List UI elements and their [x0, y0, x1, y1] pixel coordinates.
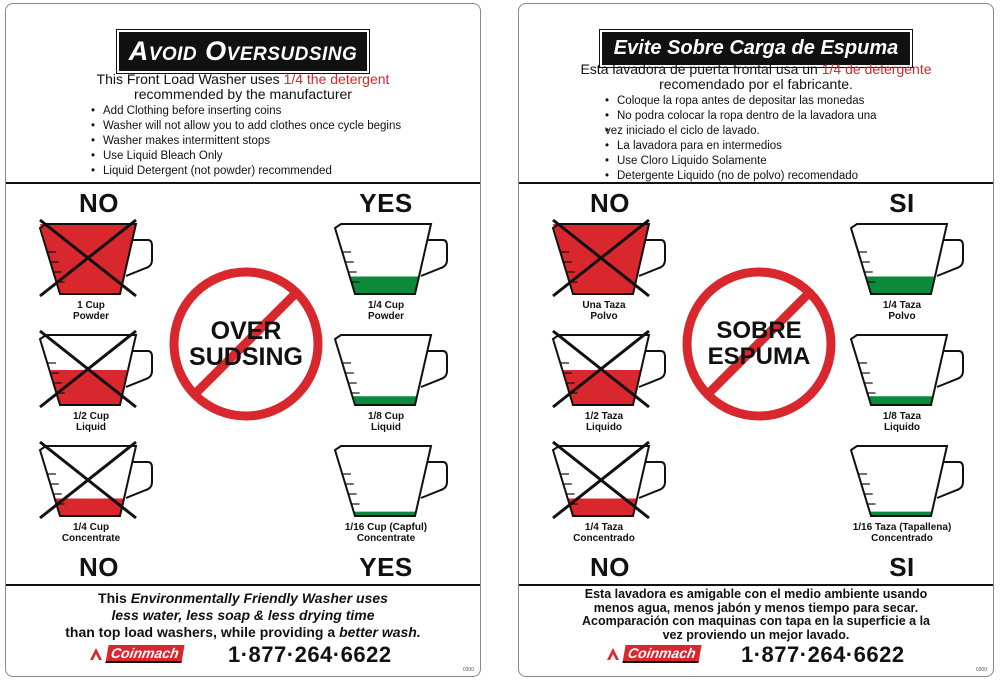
cup-caption: 1 Cup Powder	[72, 300, 110, 322]
cup-handle	[421, 462, 447, 498]
cup-outline	[335, 446, 431, 516]
detergent-fill	[869, 396, 934, 405]
intro-text	[539, 62, 973, 92]
brand-logo	[88, 645, 183, 663]
yes-heading-bottom: YES	[359, 552, 413, 582]
cup-caption: 1/2 Cup Liquid	[72, 411, 110, 433]
instruction-list	[605, 94, 877, 184]
divider	[6, 584, 480, 586]
cup-handle	[126, 351, 152, 387]
brand-name: Coinmach	[105, 645, 184, 663]
cup-caption: 1/16 Taza (Tapallena) Concentrado	[852, 522, 952, 544]
no-cup	[36, 440, 166, 545]
no-cup	[36, 329, 166, 434]
yes-heading-bottom: SI	[889, 552, 915, 582]
sign-code: 0300	[462, 667, 474, 673]
cup-handle	[937, 240, 963, 276]
cup-caption: 1/8 Taza Liquido	[882, 411, 922, 433]
intro-post: recomendado por el fabricante.	[659, 76, 853, 92]
cup-handle	[937, 351, 963, 387]
cup-caption: 1/16 Cup (Capful) Concentrate	[344, 522, 428, 544]
measuring-cup-icon	[36, 329, 166, 409]
yes-cup	[331, 440, 461, 545]
cup-handle	[937, 462, 963, 498]
sign-title: Avoid Oversudsing	[119, 32, 368, 71]
cup-caption: Una Taza Polvo	[582, 300, 626, 322]
cup-outline	[851, 446, 947, 516]
phone-number: 1·877·264·6622	[741, 642, 905, 667]
measuring-cup-icon	[549, 218, 679, 298]
measuring-cup-icon	[36, 218, 166, 298]
detergent-fill	[350, 277, 419, 295]
intro-post: recommended by the manufacturer	[134, 86, 352, 102]
cup-caption: 1/4 Taza Polvo	[882, 300, 922, 322]
measuring-cup-icon	[331, 329, 461, 409]
sign-text: SOBRE ESPUMA	[707, 317, 811, 370]
list-item: • Washer makes intermittent stops	[91, 134, 401, 149]
yes-heading-top: YES	[359, 188, 413, 218]
english-sign-panel	[5, 3, 481, 677]
intro-highlight: 1/4 de detergente	[821, 61, 932, 77]
measuring-cup-icon	[847, 440, 977, 520]
detergent-fill	[563, 370, 641, 405]
intro-pre: This Front Load Washer uses	[96, 71, 284, 87]
instruction-list	[91, 104, 401, 179]
sign-text: OVER SUDSING	[189, 317, 303, 371]
list-item: • Coloque la ropa antes de depositar las monedas	[605, 94, 877, 109]
intro-pre: Esta lavadora de puerta frontal usa un	[580, 61, 822, 77]
measuring-cup-icon	[549, 329, 679, 409]
no-heading-bottom: NO	[79, 552, 119, 582]
no-cup	[549, 440, 679, 545]
list-item: • Use Liquid Bleach Only	[91, 149, 401, 164]
list-item: • Detergente Liquido (no de polvo) recomendado	[605, 169, 877, 184]
no-heading-bottom: NO	[590, 552, 630, 582]
sign-code: 0300	[975, 667, 987, 673]
yes-cup	[847, 440, 977, 545]
cup-outline	[851, 335, 947, 405]
cup-handle	[421, 351, 447, 387]
intro-highlight: 1/4 the detergent	[283, 71, 390, 87]
divider	[519, 584, 993, 586]
coinmach-mark-icon	[88, 646, 104, 662]
cup-handle	[639, 462, 665, 498]
footer-text: Esta lavadora es amigable con el medio ambiente usando menos agua, menos jabón y menos tiempo para secar. Acomparación con maquinas con tapa en la superficie a la vez proviendo un mejor lavado.	[581, 587, 931, 642]
title-bar	[6, 32, 480, 71]
measuring-cup-icon	[331, 218, 461, 298]
no-cup	[36, 218, 166, 323]
yes-heading-top: SI	[889, 188, 915, 218]
yes-cup	[847, 218, 977, 323]
measuring-cup-icon	[549, 440, 679, 520]
cup-caption: 1/8 Cup Liquid	[367, 411, 405, 433]
no-heading-top: NO	[590, 188, 630, 218]
phone-number: 1·877·264·6622	[228, 642, 392, 667]
no-cup	[549, 329, 679, 434]
list-item: • No podra colocar la ropa dentro de la lavadora una	[605, 109, 877, 124]
cup-handle	[126, 462, 152, 498]
coinmach-mark-icon	[605, 646, 621, 662]
divider	[519, 182, 993, 184]
intro-text	[26, 72, 460, 102]
cup-handle	[639, 351, 665, 387]
cup-caption: 1/4 Cup Powder	[367, 300, 405, 322]
footer-text: This Environmentally Friendly Washer uses less water, less soap & less drying time than top load washers, while providing a better wash.	[65, 590, 421, 640]
list-item: • Washer will not allow you to add clothes once cycle begins	[91, 119, 401, 134]
no-heading-top: NO	[79, 188, 119, 218]
detergent-fill	[50, 370, 128, 405]
cup-caption: 1/2 Taza Liquido	[584, 411, 624, 433]
cup-caption: 1/4 Taza Concentrado	[573, 522, 635, 544]
list-item: • Liquid Detergent (not powder) recommended	[91, 164, 401, 179]
brand-logo	[605, 645, 700, 663]
brand-name: Coinmach	[622, 645, 701, 663]
divider	[6, 182, 480, 184]
list-item: • vez iniciado el ciclo de lavado.	[605, 124, 877, 139]
detergent-fill	[353, 396, 418, 405]
yes-cup	[331, 329, 461, 434]
list-item: • Use Cloro Liquido Solamente	[605, 154, 877, 169]
sign-title: Evite Sobre Carga de Espuma	[602, 32, 911, 65]
prohibition-sign	[166, 264, 326, 424]
prohibition-sign	[679, 264, 839, 424]
yes-cup	[847, 329, 977, 434]
no-cup	[549, 218, 679, 323]
detergent-fill	[866, 277, 935, 295]
measuring-cup-icon	[847, 218, 977, 298]
cup-caption: 1/4 Cup Concentrate	[61, 522, 121, 544]
list-item: • La lavadora para en intermedios	[605, 139, 877, 154]
spanish-sign-panel	[518, 3, 994, 677]
measuring-cup-icon	[331, 440, 461, 520]
measuring-cup-icon	[36, 440, 166, 520]
list-item: • Add Clothing before inserting coins	[91, 104, 401, 119]
cup-outline	[335, 335, 431, 405]
cup-handle	[421, 240, 447, 276]
measuring-cup-icon	[847, 329, 977, 409]
yes-cup	[331, 218, 461, 323]
